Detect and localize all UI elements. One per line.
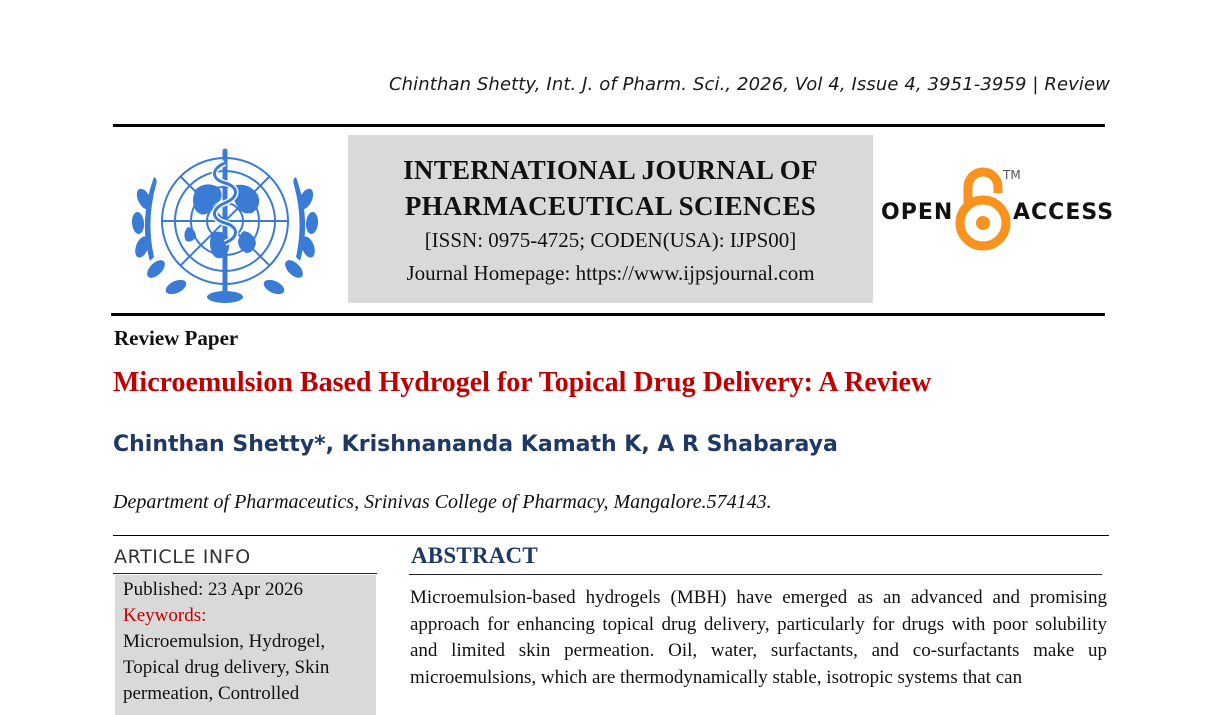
open-access-badge (880, 165, 1115, 253)
open-access-lock-icon (954, 165, 1012, 253)
abstract-heading: ABSTRACT (411, 543, 538, 568)
keywords-line: Topical drug delivery, Skin (123, 657, 330, 678)
issn-line: [ISSN: 0975-4725; CODEN(USA): IJPS00] (424, 228, 797, 252)
keywords-label: Keywords: (123, 605, 207, 626)
citation-line: Chinthan Shetty, Int. J. of Pharm. Sci., 2026, Vol 4, Issue 4, 3951-3959 | Review (389, 74, 1110, 95)
abstract-rule (409, 574, 1102, 575)
article-info-box (115, 575, 376, 715)
journal-masthead-box (348, 135, 873, 303)
section-divider (113, 535, 1109, 536)
keywords-line: permeation, Controlled (123, 683, 300, 704)
journal-name (348, 152, 873, 224)
author-list: Chinthan Shetty*, Krishnananda Kamath K, A R Shabaraya (113, 432, 838, 457)
abstract-body: Microemulsion-based hydrogels (MBH) have emerged as an advanced and promising approach for enhancing topical drug delivery, particularly for drugs with poor solubility and limited skin permeation. Oil, water, surfactants, and co-surfactants make up microemulsions, which are thermodynamically stable, isotropic systems that can (410, 587, 1107, 688)
affiliation-line: Department of Pharmaceutics, Srinivas College of Pharmacy, Mangalore.574143. (113, 491, 772, 513)
published-date: Published: 23 Apr 2026 (123, 579, 303, 600)
article-info-heading: ARTICLE INFO (114, 546, 251, 568)
medical-emblem-globe-icon (126, 141, 324, 306)
masthead-top-rule (113, 124, 1105, 127)
paper-title: Microemulsion Based Hydrogel for Topical Drug Delivery: A Review (113, 367, 932, 398)
keywords-line: Microemulsion, Hydrogel, (123, 631, 326, 652)
article-info-rule (113, 573, 377, 574)
open-access-word-access: ACCESS (1013, 200, 1115, 225)
homepage-line: Journal Homepage: https://www.ijpsjournal.com (406, 261, 815, 285)
trademark-mark: TM (1003, 168, 1021, 182)
journal-name-line1: INTERNATIONAL JOURNAL OF (403, 155, 818, 185)
open-access-word-open: OPEN (881, 200, 954, 225)
masthead-bottom-rule (111, 313, 1105, 316)
paper-type-label: Review Paper (114, 326, 239, 350)
journal-name-line2: PHARMACEUTICAL SCIENCES (404, 191, 817, 221)
